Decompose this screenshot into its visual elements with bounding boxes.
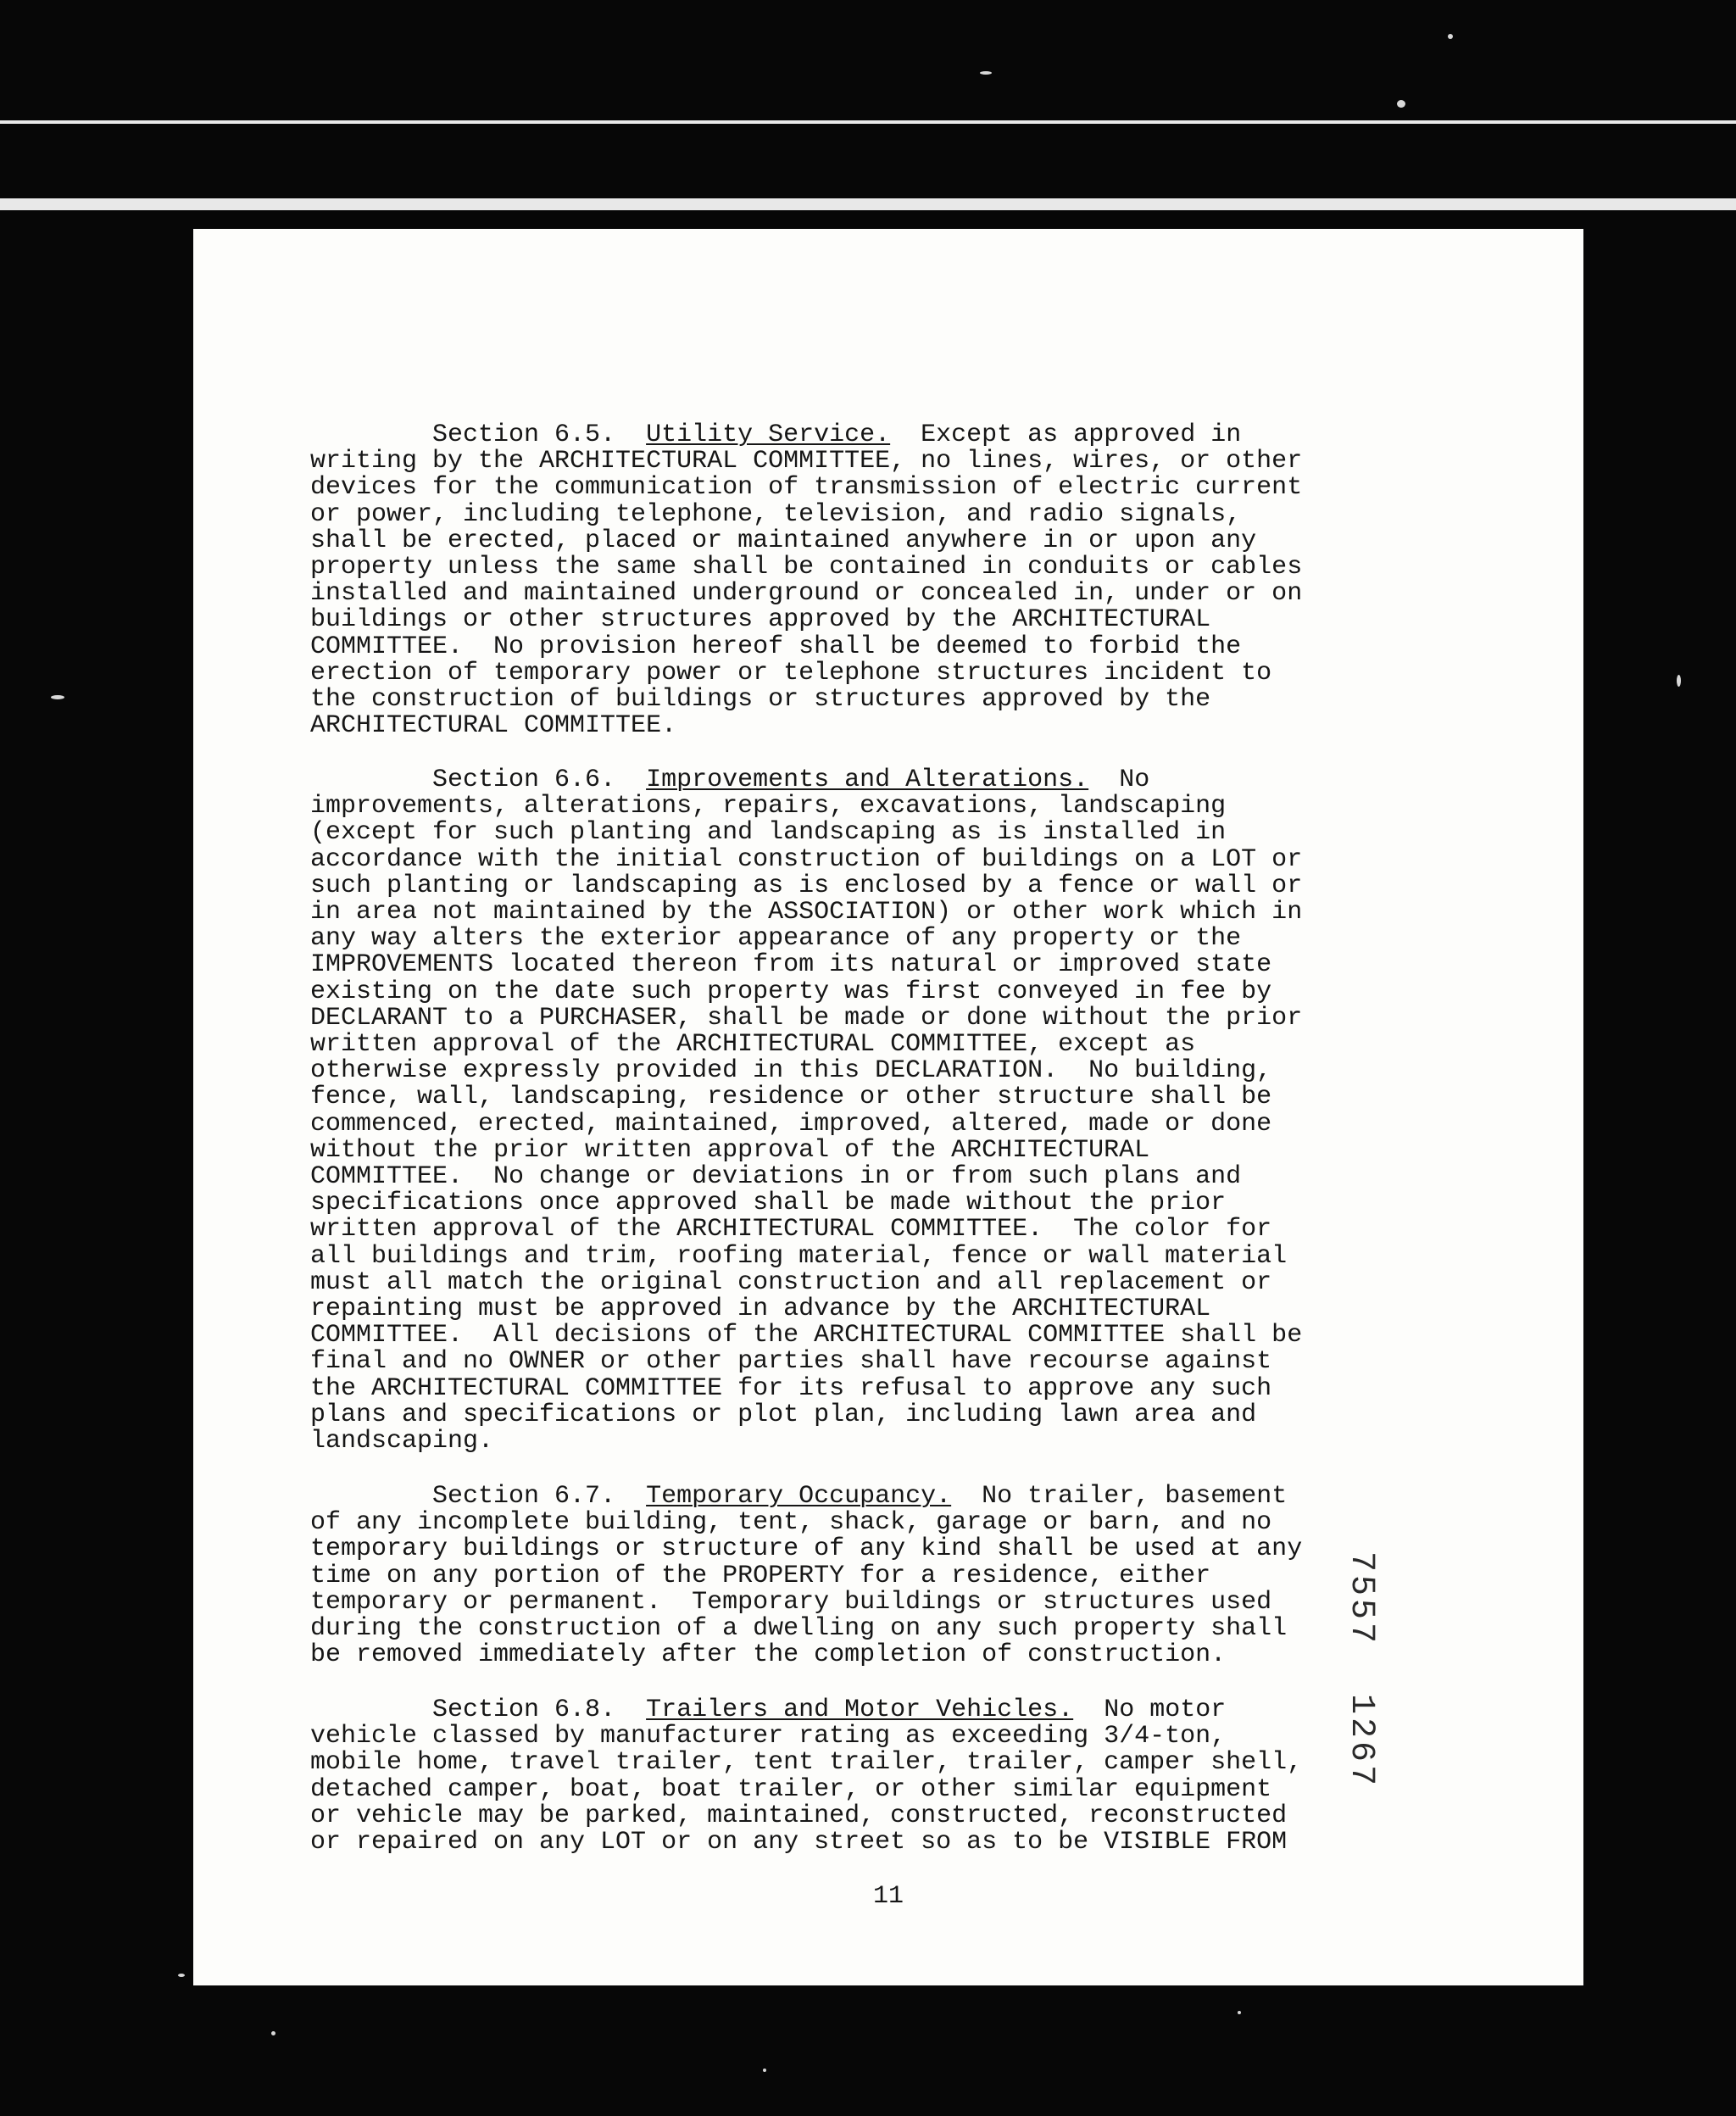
scan-border-line-top	[0, 120, 1736, 124]
page-number: 11	[872, 1882, 904, 1911]
scan-speck	[763, 2069, 766, 2072]
document-page	[193, 229, 1583, 1985]
section-number: Section 6.5.	[432, 420, 616, 449]
section-line: the construction of buildings or structures approved by the	[310, 685, 1211, 715]
section-number: Section 6.8.	[432, 1696, 616, 1724]
section-number: Section 6.7.	[432, 1482, 616, 1511]
section-line: accordance with the initial construction of buildings on a LOT or	[310, 844, 1303, 874]
section-line: detached camper, boat, boat trailer, or other similar equipment	[310, 1774, 1272, 1804]
section-line: fence, wall, landscaping, residence or other structure shall be	[310, 1083, 1272, 1112]
section-line: without the prior written approval of the ARCHITECTURAL	[310, 1135, 1150, 1165]
section-6-6	[310, 767, 1599, 1455]
section-line: temporary buildings or structure of any kind shall be used at any	[310, 1534, 1303, 1564]
section-6-8	[310, 1697, 1599, 1856]
scan-speck	[1448, 34, 1453, 39]
section-line: during the construction of a dwelling on any such property shall	[310, 1614, 1288, 1644]
section-line: property unless the same shall be contained in conduits or cables	[310, 553, 1303, 582]
section-heading: Trailers and Motor Vehicles.	[646, 1696, 1074, 1724]
section-line: mobile home, travel trailer, tent trailer, trailer, camper shell,	[310, 1748, 1303, 1778]
section-line: such planting or landscaping as is enclosed by a fence or wall or	[310, 871, 1303, 900]
section-line: written approval of the ARCHITECTURAL COMMITTEE. The color for	[310, 1215, 1272, 1245]
section-line: or vehicle may be parked, maintained, constructed, reconstructed	[310, 1801, 1288, 1830]
section-line: improvements, alterations, repairs, excavations, landscaping	[310, 792, 1227, 821]
section-line: or repaired on any LOT or on any street so as to be VISIBLE FROM	[310, 1828, 1288, 1857]
section-line: vehicle classed by manufacturer rating as exceeding 3/4-ton,	[310, 1722, 1227, 1751]
scan-border-line-bottom	[0, 198, 1736, 210]
scan-speck	[51, 695, 64, 699]
section-line: time on any portion of the PROPERTY for a residence, either	[310, 1561, 1211, 1590]
section-line: writing by the ARCHITECTURAL COMMITTEE, no lines, wires, or other	[310, 447, 1303, 476]
section-line: existing on the date such property was first conveyed in fee by	[310, 977, 1272, 1006]
section-line: devices for the communication of transmission of electric current	[310, 473, 1303, 503]
section-line: Except as approved in	[921, 420, 1242, 449]
section-line: COMMITTEE. All decisions of the ARCHITECTURAL COMMITTEE shall be	[310, 1321, 1303, 1350]
section-line: landscaping.	[310, 1427, 494, 1456]
section-line: temporary or permanent. Temporary buildings or structures used	[310, 1587, 1272, 1617]
section-line: installed and maintained underground or concealed in, under or on	[310, 579, 1303, 609]
section-number: Section 6.6.	[432, 766, 616, 794]
section-line: COMMITTEE. No change or deviations in or from such plans and	[310, 1162, 1242, 1192]
section-heading: Utility Service.	[646, 420, 891, 449]
section-line: final and no OWNER or other parties shall have recourse against	[310, 1347, 1272, 1377]
scan-speck	[980, 71, 992, 75]
section-heading: Improvements and Alterations.	[646, 766, 1089, 794]
section-line: No motor	[1104, 1696, 1227, 1724]
section-line: must all match the original construction and all replacement or	[310, 1267, 1272, 1297]
section-line: repainting must be approved in advance by the ARCHITECTURAL	[310, 1295, 1211, 1324]
section-line: or power, including telephone, television, and radio signals,	[310, 499, 1242, 529]
section-line: shall be erected, placed or maintained anywhere in or upon any	[310, 526, 1257, 555]
section-line: No trailer, basement	[982, 1482, 1288, 1511]
scan-speck	[1238, 2011, 1241, 2014]
section-line: otherwise expressly provided in this DECLARATION. No building,	[310, 1056, 1272, 1086]
section-heading: Temporary Occupancy.	[646, 1482, 952, 1511]
section-line: COMMITTEE. No provision hereof shall be deemed to forbid the	[310, 632, 1242, 661]
scan-speck	[178, 1974, 185, 1977]
section-line: DECLARANT to a PURCHASER, shall be made or done without the prior	[310, 1003, 1303, 1033]
section-line: plans and specifications or plot plan, including lawn area and	[310, 1400, 1257, 1429]
section-6-7	[310, 1484, 1599, 1668]
scan-speck	[1397, 100, 1405, 108]
section-line: specifications once approved shall be made without the prior	[310, 1189, 1227, 1218]
recording-stamp: 7557 1267	[1342, 1551, 1380, 1790]
section-line: No	[1119, 766, 1150, 794]
section-line: all buildings and trim, roofing material, fence or wall material	[310, 1241, 1288, 1271]
section-line: be removed immediately after the completion of construction.	[310, 1640, 1227, 1670]
section-line: buildings or other structures approved by the ARCHITECTURAL	[310, 605, 1211, 635]
section-line: commenced, erected, maintained, improved, altered, made or done	[310, 1109, 1272, 1139]
section-line: written approval of the ARCHITECTURAL COMMITTEE, except as	[310, 1030, 1196, 1060]
section-line: (except for such planting and landscaping as is installed in	[310, 818, 1227, 848]
section-6-5	[310, 422, 1599, 739]
section-line: erection of temporary power or telephone structures incident to	[310, 658, 1272, 688]
scan-speck	[1677, 675, 1681, 687]
section-line: the ARCHITECTURAL COMMITTEE for its refusal to approve any such	[310, 1373, 1272, 1403]
section-line: in area not maintained by the ASSOCIATION) or other work which in	[310, 898, 1303, 927]
section-line: IMPROVEMENTS located thereon from its natural or improved state	[310, 950, 1272, 980]
section-line: any way alters the exterior appearance of any property or the	[310, 924, 1242, 954]
section-line: ARCHITECTURAL COMMITTEE.	[310, 711, 677, 741]
scan-speck	[271, 2031, 275, 2035]
section-line: of any incomplete building, tent, shack, garage or barn, and no	[310, 1508, 1272, 1538]
